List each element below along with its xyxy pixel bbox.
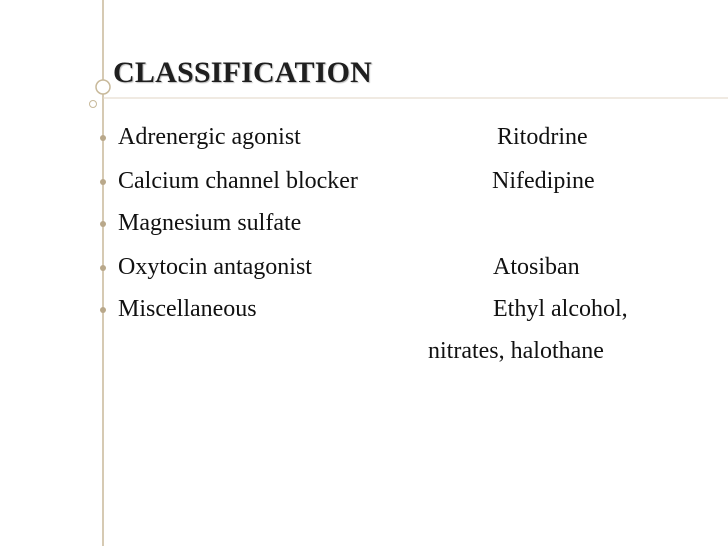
slide-title: CLASSIFICATION <box>113 56 372 89</box>
item-term: Calcium channel blocker <box>118 168 358 194</box>
item-drug: Ritodrine <box>497 124 588 150</box>
item-drug: Ethyl alcohol, <box>493 296 628 322</box>
item-drug: Atosiban <box>493 254 580 280</box>
bullet-icon <box>100 135 106 141</box>
bullet-icon <box>100 221 106 227</box>
bullet-icon <box>100 307 106 313</box>
ring-ornament-small <box>90 101 97 108</box>
miscellaneous-continuation: nitrates, halothane <box>428 338 604 364</box>
item-term: Magnesium sulfate <box>118 210 302 236</box>
ring-ornament-large <box>96 80 110 94</box>
bullet-icon <box>100 265 106 271</box>
item-drug: Nifedipine <box>492 168 595 194</box>
item-term: Oxytocin antagonist <box>118 254 312 280</box>
item-term: Adrenergic agonist <box>118 124 301 150</box>
bullet-icon <box>100 179 106 185</box>
item-term: Miscellaneous <box>118 296 257 322</box>
